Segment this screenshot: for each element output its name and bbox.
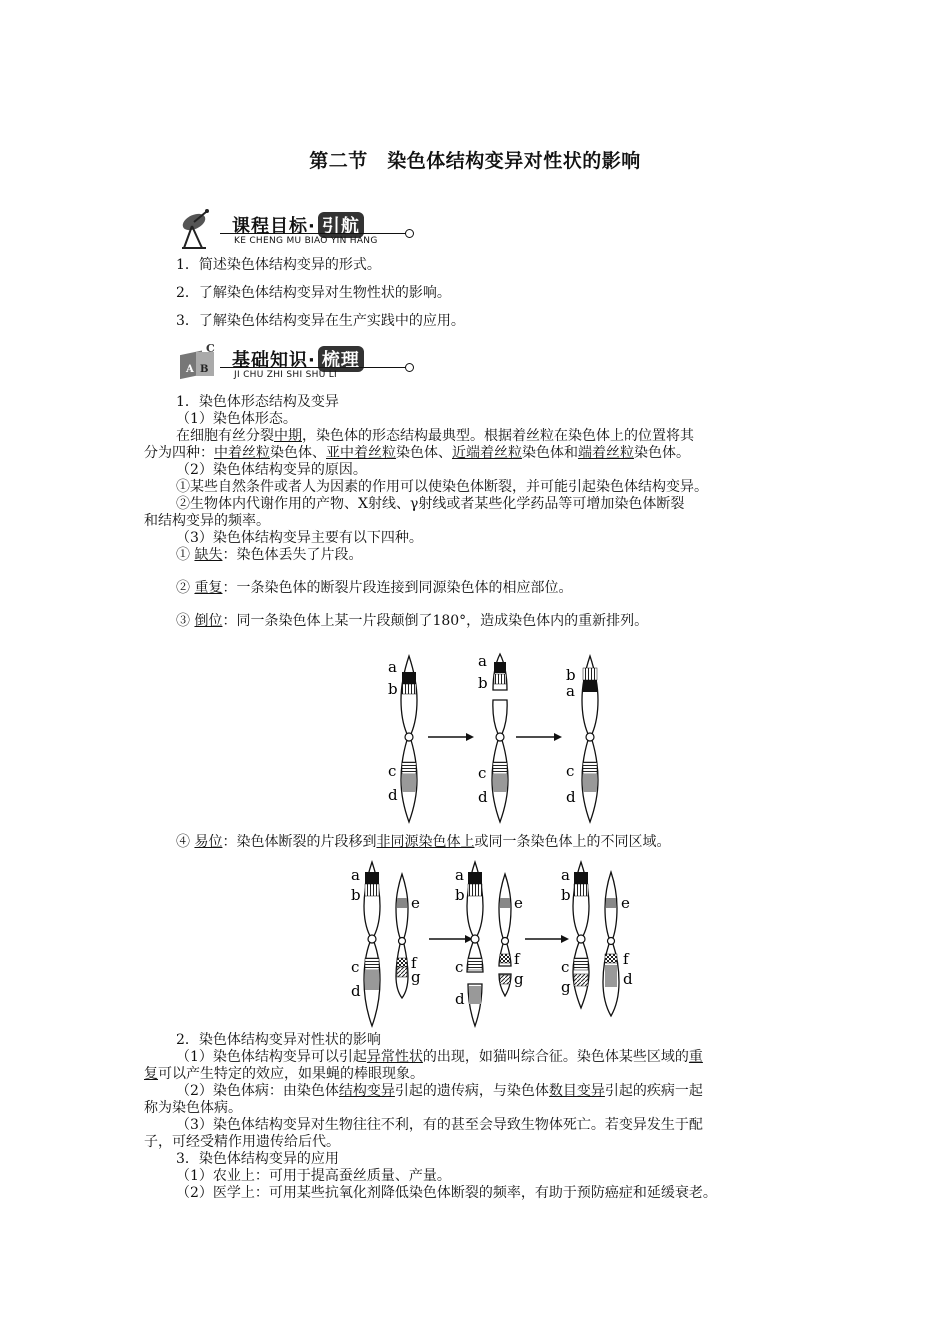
paragraph-line: （2）医学上：可用某些抗氧化剂降低染色体断裂的频率，有助于预防癌症和延缓衰老。: [176, 1185, 717, 1201]
gene-label: g: [561, 978, 571, 996]
arrow-icon: [429, 935, 473, 943]
chromosome-broken: [492, 654, 508, 822]
gene-label: b: [566, 666, 576, 684]
goal-item: 3．了解染色体结构变异在生产实践中的应用。: [176, 313, 465, 329]
variation-type-duplication: ② 重复：一条染色体的断裂片段连接到同源染色体的相应部位。: [176, 580, 573, 596]
gene-label: c: [351, 958, 360, 976]
subheading: （3）染色体结构变异主要有以下四种。: [176, 530, 423, 546]
gene-label: a: [455, 866, 464, 884]
variation-type-translocation: ④ 易位：染色体断裂的片段移到非同源染色体上或同一条染色体上的不同区域。: [176, 834, 671, 850]
banner-dot: [405, 229, 414, 238]
chromosome-pair-original: [364, 862, 408, 1026]
gene-label: e: [514, 894, 523, 912]
paragraph-line: 称为染色体病。: [144, 1100, 242, 1116]
paragraph-line: （1）染色体结构变异可以引起异常性状的出现，如猫叫综合征。染色体某些区域的重: [176, 1049, 703, 1065]
gene-label: e: [411, 894, 420, 912]
inversion-diagram: [350, 650, 620, 830]
gene-label: b: [455, 886, 465, 904]
gene-label: g: [411, 968, 421, 986]
gene-label: g: [514, 970, 524, 988]
gene-label: d: [566, 788, 576, 806]
satellite-dish-icon: [176, 208, 220, 252]
gene-label: f: [514, 950, 520, 968]
section-heading: 3．染色体结构变异的应用: [176, 1151, 339, 1167]
subheading: （1）染色体形态。: [176, 411, 297, 427]
chromosome-original: [401, 656, 417, 822]
svg-text:A: A: [186, 364, 194, 375]
paragraph-line: 复可以产生特定的效应，如果蝇的棒眼现象。: [144, 1066, 424, 1082]
banner-rule: [220, 367, 406, 368]
goal-item: 1．简述染色体结构变异的形式。: [176, 257, 381, 273]
paragraph-line: 分为四种：中着丝粒染色体、亚中着丝粒染色体、近端着丝粒染色体和端着丝粒染色体。: [144, 445, 690, 461]
gene-label: a: [566, 682, 575, 700]
gene-label: a: [388, 658, 397, 676]
paragraph-line: 在细胞有丝分裂中期，染色体的形态结构最典型。根据着丝粒在染色体上的位置将其: [176, 428, 694, 444]
arrow-icon: [525, 935, 569, 943]
gene-label: a: [561, 866, 570, 884]
gene-label: c: [455, 958, 464, 976]
banner-subtitle: JI CHU ZHI SHI SHU LI: [234, 370, 338, 380]
course-goals-banner: [176, 208, 416, 252]
arrow-icon: [516, 733, 562, 741]
gene-label: d: [478, 788, 488, 806]
gene-label: a: [351, 866, 360, 884]
subheading: （2）染色体结构变异的原因。: [176, 462, 367, 478]
gene-label: f: [623, 950, 629, 968]
gene-label: c: [566, 762, 575, 780]
chromosome-pair-broken: [467, 862, 511, 1026]
gene-label: b: [388, 680, 398, 698]
paragraph-line: （1）农业上：可用于提高蚕丝质量、产量。: [176, 1168, 451, 1184]
gene-label: c: [561, 958, 570, 976]
svg-text:C: C: [206, 342, 215, 355]
paragraph-line: ①某些自然条件或者人为因素的作用可以使染色体断裂，并可能引起染色体结构变异。: [176, 479, 708, 495]
banner-main-text: 课程目标· 引航: [232, 212, 364, 238]
gene-label: b: [351, 886, 361, 904]
gene-label: d: [623, 970, 633, 988]
gene-label: d: [455, 990, 465, 1008]
gene-label: f: [411, 954, 417, 972]
gene-label: c: [478, 764, 487, 782]
abc-blocks-icon: [176, 342, 220, 386]
paragraph-line: ②生物体内代谢作用的产物、X射线、γ射线或者某些化学药品等可增加染色体断裂: [176, 496, 685, 512]
gene-label: a: [478, 652, 487, 670]
chromosome-pair-translocated: [573, 862, 619, 1016]
paragraph-line: （3）染色体结构变异对生物往往不利，有的甚至会导致生物体死亡。若变异发生于配: [176, 1117, 703, 1133]
section-heading: 2．染色体结构变异对性状的影响: [176, 1032, 381, 1048]
gene-label: b: [561, 886, 571, 904]
banner-main-text: 基础知识· 梳理: [232, 346, 364, 372]
paragraph-line: 和结构变异的频率。: [144, 513, 270, 529]
paragraph-line: （2）染色体病：由染色体结构变异引起的遗传病，与染色体数目变异引起的疾病一起: [176, 1083, 703, 1099]
gene-label: d: [388, 786, 398, 804]
banner-rule: [220, 233, 406, 234]
gene-label: b: [478, 674, 488, 692]
chromosome-inverted: [582, 656, 598, 822]
variation-type-inversion: ③ 倒位：同一条染色体上某一片段颠倒了180°，造成染色体内的重新排列。: [176, 613, 649, 629]
paragraph-line: 子，可经受精作用遗传给后代。: [144, 1134, 340, 1150]
banner-dot: [405, 363, 414, 372]
page-title: 第二节 染色体结构变异对性状的影响: [309, 150, 641, 172]
basic-knowledge-banner: [176, 342, 416, 386]
gene-label: d: [351, 982, 361, 1000]
gene-label: e: [621, 894, 630, 912]
goal-item: 2．了解染色体结构变异对生物性状的影响。: [176, 285, 451, 301]
svg-text:B: B: [200, 364, 209, 375]
arrow-icon: [428, 733, 474, 741]
variation-type-deletion: ① 缺失：染色体丢失了片段。: [176, 547, 363, 563]
gene-label: c: [388, 762, 397, 780]
translocation-diagram: [345, 858, 645, 1030]
banner-subtitle: KE CHENG MU BIAO YIN HANG: [234, 236, 378, 246]
section-heading: 1．染色体形态结构及变异: [176, 394, 339, 410]
